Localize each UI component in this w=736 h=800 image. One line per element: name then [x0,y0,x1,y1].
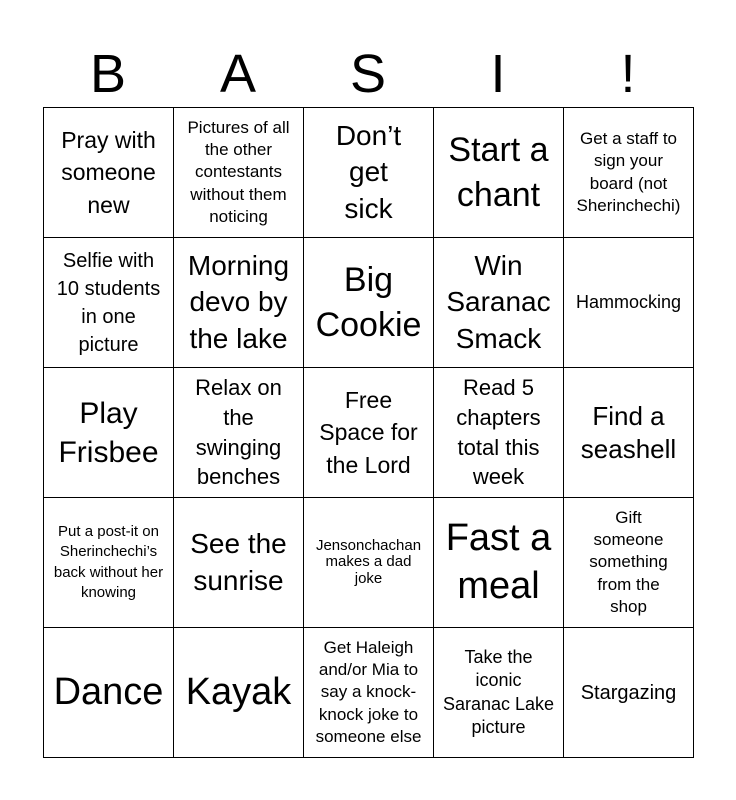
bingo-board [43,107,694,758]
bingo-cell[interactable] [564,238,694,368]
bingo-cell[interactable] [304,498,434,628]
bingo-cell[interactable] [564,368,694,498]
bingo-cell[interactable] [304,108,434,238]
cell-text: Free Space for the Lord [319,387,418,478]
bingo-cell[interactable] [304,628,434,758]
cell-text: Get a staff to sign your board (not Sherinchechi) [576,129,681,215]
bingo-cell[interactable] [434,498,564,628]
bingo-cell[interactable] [174,368,304,498]
bingo-cell[interactable] [564,498,694,628]
bingo-cell[interactable] [44,498,174,628]
bingo-cell[interactable] [174,498,304,628]
bingo-cell[interactable] [174,108,304,238]
bingo-cell[interactable] [44,238,174,368]
header-letter-s: S [349,44,387,104]
header-letter-exclamation: ! [620,44,636,104]
cell-text: Hammocking [575,291,682,312]
cell-text: Morning devo by the lake [187,249,290,354]
cell-text: Stargazing [580,681,677,704]
bingo-cell[interactable] [564,628,694,758]
cell-text: Relax on the swinging benches [195,375,282,490]
bingo-cell[interactable] [434,368,564,498]
cell-text: See the sunrise [190,528,287,596]
cell-text: Put a post-it on Sherinchechi’s back without her knowing [53,523,164,601]
cell-text: Big Cookie [315,261,422,344]
bingo-cell[interactable] [304,368,434,498]
bingo-cell[interactable] [434,108,564,238]
bingo-cell[interactable] [434,628,564,758]
cell-text: Win Saranac Smack [446,249,551,354]
cell-text: Kayak [185,670,292,713]
cell-text: Pictures of all the other contestants without them noticing [187,118,290,226]
cell-text: Find a seashell [580,401,677,464]
header-letter-i: I [490,44,506,104]
bingo-header [43,40,693,108]
cell-text: Gift someone something from the shop [589,508,668,616]
cell-text: Don’t get sick [335,119,402,224]
cell-text: Play Frisbee [58,396,159,469]
header-letter-b: B [89,44,127,104]
cell-text: Selfie with 10 students in one picture [56,249,161,356]
bingo-cell[interactable] [434,238,564,368]
cell-text: Start a chant [448,131,549,214]
cell-text: Take the iconic Saranac Lake picture [442,646,555,737]
cell-text: Jensonchachan makes a dad joke [315,536,422,587]
bingo-cell[interactable] [174,628,304,758]
bingo-cell[interactable] [174,238,304,368]
cell-text: Get Haleigh and/or Mia to say a knock-knock joke to someone else [315,638,422,746]
cell-text: Pray with someone new [61,127,156,218]
header-letter-a: A [219,44,257,104]
bingo-cell[interactable] [44,368,174,498]
bingo-cell[interactable] [304,238,434,368]
bingo-cell[interactable] [44,108,174,238]
cell-text: Read 5 chapters total this week [456,375,541,490]
cell-text: Dance [53,670,164,713]
bingo-cell[interactable] [44,628,174,758]
cell-text: Fast a meal [445,517,552,607]
bingo-cell[interactable] [564,108,694,238]
